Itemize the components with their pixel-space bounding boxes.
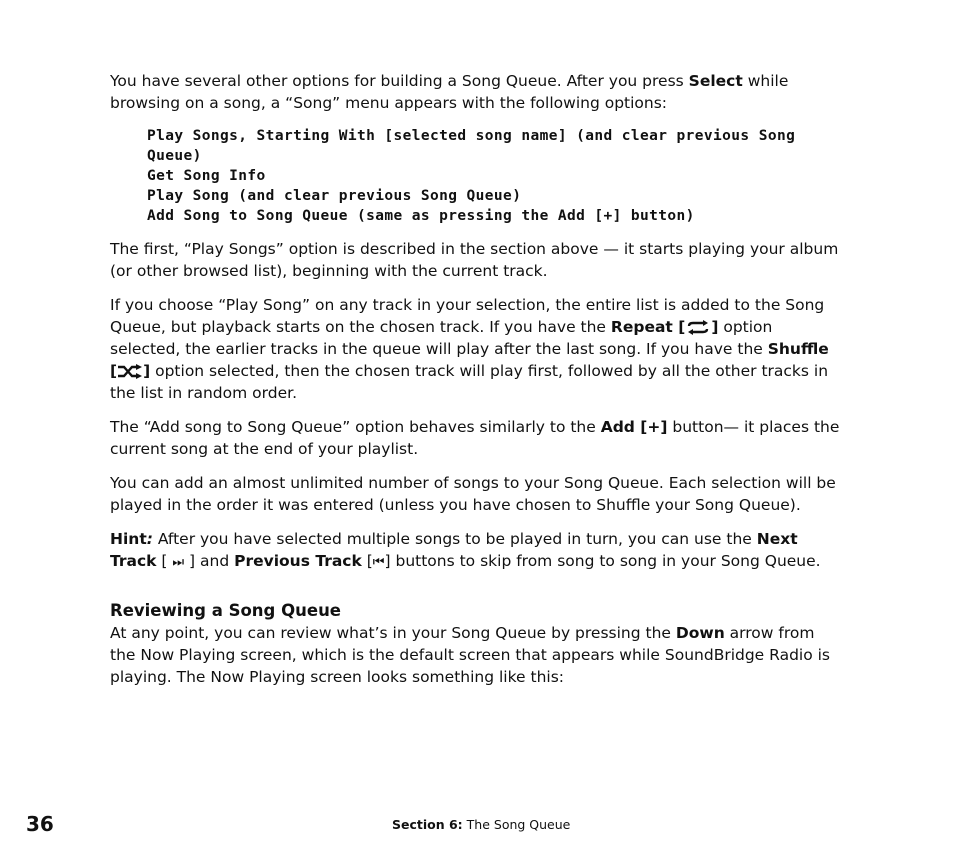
intro-paragraph — [110, 70, 840, 114]
previous-track-keyword: Previous Track — [234, 552, 362, 570]
play-songs-paragraph: The first, “Play Songs” option is described in the section above — it starts playing your album (or other browsed list), beginning with the current track. — [110, 240, 839, 280]
section-title: The Song Queue — [462, 817, 571, 832]
play-song-paragraph — [110, 294, 840, 404]
footer-section — [392, 817, 570, 832]
text: ] buttons to skip from song to song in your Song Queue. — [384, 552, 821, 570]
text: You have several other options for building a Song Queue. After you press — [110, 72, 689, 90]
repeat-keyword — [611, 318, 719, 336]
text: option selected, the earlier tracks in the queue will play after the last song. If you have the — [110, 318, 773, 358]
repeat-label: Repeat [ — [610, 318, 686, 336]
text: [ — [156, 552, 173, 570]
text: button— it places the current song at the end of your playlist. — [110, 418, 840, 458]
menu-option: Play Songs, Starting With [selected song name] (and clear previous Song Queue) — [147, 128, 796, 164]
next-track-icon: ⏭ — [172, 555, 185, 570]
add-song-paragraph — [110, 416, 840, 460]
review-paragraph — [110, 622, 840, 688]
add-keyword: Add [+] — [600, 418, 668, 436]
text: option selected, then the chosen track will play first, followed by all the other tracks in the list in random order. — [110, 362, 829, 402]
select-keyword: Select — [688, 72, 743, 90]
menu-option: Get Song Info — [147, 168, 266, 184]
hint-colon: : — [146, 530, 153, 548]
hint-paragraph — [110, 528, 840, 574]
section-heading: Reviewing a Song Queue — [110, 601, 341, 620]
text: After you have selected multiple songs to be played in turn, you can use the — [152, 530, 757, 548]
shuffle-icon — [117, 364, 143, 379]
menu-option: Play Song (and clear previous Song Queue) — [147, 188, 522, 204]
text: ] and — [184, 552, 235, 570]
text: while browsing on a song, a “Song” menu appears with the following options: — [110, 72, 789, 112]
page-number: 36 — [26, 812, 54, 836]
previous-track-icon: ⏮ — [372, 555, 385, 570]
text: [ — [361, 552, 373, 570]
next-track-keyword: Next Track — [110, 530, 798, 570]
unlimited-paragraph: You can add an almost unlimited number of songs to your Song Queue. Each selection will be played in the order it was entered (unless you have chosen to Shuffle your Song Queue). — [110, 474, 836, 514]
song-menu-options — [147, 126, 840, 226]
text: At any point, you can review what’s in your Song Queue by pressing the — [110, 624, 676, 642]
menu-option: Add Song to Song Queue (same as pressing the Add [+] button) — [147, 208, 695, 224]
bracket: ] — [143, 362, 151, 380]
bracket: ] — [711, 318, 719, 336]
shuffle-label: Shuffle [ — [110, 340, 829, 380]
text: The “Add song to Song Queue” option behaves similarly to the — [110, 418, 601, 436]
text: If you choose “Play Song” on any track in your selection, the entire list is added to the Song Queue, but playback starts on the chosen track. If you have the — [110, 296, 825, 336]
down-keyword: Down — [675, 624, 725, 642]
page-content — [110, 70, 840, 700]
text: arrow from the Now Playing screen, which is the default screen that appears while SoundBridge Radio is playing. The Now Playing screen looks something like this: — [110, 624, 831, 686]
hint-label: Hint — [110, 530, 147, 548]
repeat-icon — [685, 320, 711, 335]
section-label: Section 6: — [392, 817, 463, 832]
